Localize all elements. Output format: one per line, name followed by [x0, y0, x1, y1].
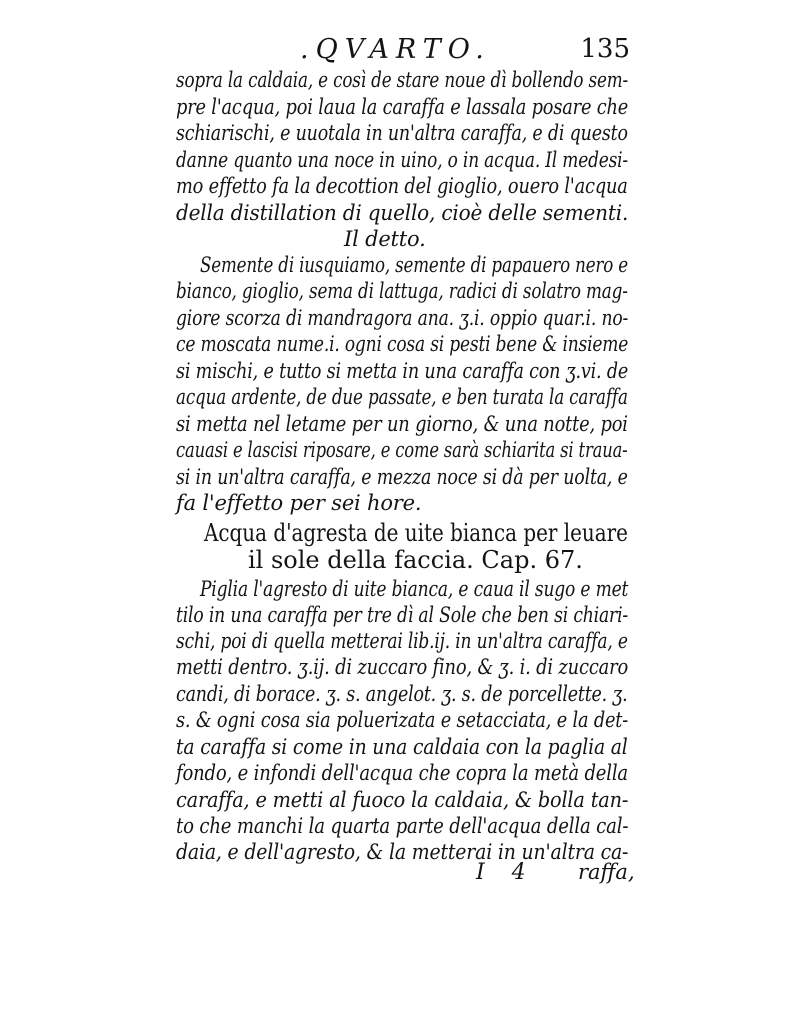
text-line: tilo in una caraffa per tre dì al Sole che ben si chiari- — [176, 603, 629, 627]
section-heading: Il detto. — [344, 227, 426, 251]
text-line: candi, di borace. ʒ. s. angelot. ʒ. s. de porcellette. ʒ. — [176, 682, 628, 706]
text-line: caraffa, e metti al fuoco la caldaia, & bolla tan- — [176, 788, 629, 812]
text-line: acqua ardente, de due passate, e ben turata la caraffa — [176, 385, 628, 409]
text-line: schi, poi di quella metterai lib.ij. in un'altra caraffa, e — [176, 629, 628, 653]
page-number: 135 — [580, 34, 630, 64]
text-line: si mischi, e tutto si metta in una caraffa con ʒ.vi. de — [176, 359, 629, 383]
running-head: .QVARTO. — [300, 34, 491, 65]
text-line: si in un'altra caraffa, e mezza noce si dà per uolta, e — [176, 465, 628, 489]
text-line: danne quanto una noce in uino, o in acqua. Il medesi- — [176, 148, 628, 172]
text-line: Piglia l'agresto di uite bianca, e caua il sugo e met — [200, 577, 629, 601]
text-line: bianco, gioglio, sema di lattuga, radici di solatro mag- — [176, 279, 628, 303]
text-line: Semente di iusquiamo, semente di papauero nero e — [200, 253, 628, 277]
text-line: fondo, e infondi dell'acqua che copra la metà della — [176, 761, 628, 785]
text-line: metti dentro. ʒ.ij. di zuccaro fino, & ʒ. i. di zuccaro — [176, 655, 629, 679]
page-footer — [0, 860, 800, 894]
text-line: fa l'effetto per sei hore. — [176, 491, 422, 515]
chapter-title: Acqua d'agresta de uite bianca per leuare — [204, 519, 628, 547]
text-line: si metta nel letame per un giorno, & una notte, poi — [176, 412, 628, 436]
text-line: schiarischi, e uuotala in un'altra caraffa, e di questo — [176, 121, 628, 145]
text-line: to che manchi la quarta parte dell'acqua della cal- — [176, 814, 629, 838]
text-line: sopra la caldaia, e così de stare noue dì bollendo sem- — [176, 68, 629, 92]
text-line: cauasi e lascisi riposare, e come sarà schiarita si traua- — [176, 438, 628, 462]
catchword: raffa, — [578, 860, 635, 884]
text-line: giore scorza di mandragora ana. ʒ.i. oppio quar.i. no- — [176, 306, 629, 330]
text-line: daia, e dell'agresto, & la metterai in un'altra ca- — [176, 840, 629, 864]
text-line: s. & ogni cosa sia poluerizata e setacciata, e la det- — [176, 708, 629, 732]
page-header — [300, 34, 630, 70]
signature-mark: I 4 — [476, 860, 536, 885]
text-line: della distillation di quello, cioè delle sementi. — [176, 201, 629, 225]
text-line: pre l'acqua, poi laua la caraffa e lassala posare che — [176, 95, 629, 119]
text-line: ce moscata nume.i. ogni cosa si pesti bene & insieme — [176, 332, 629, 356]
text-line: mo effetto fa la decottion del gioglio, ouero l'acqua — [176, 174, 628, 198]
text-line: ta caraffa si come in una caldaia con la paglia al — [176, 735, 628, 759]
chapter-title-continued: il sole della faccia. Cap. 67. — [248, 546, 583, 574]
